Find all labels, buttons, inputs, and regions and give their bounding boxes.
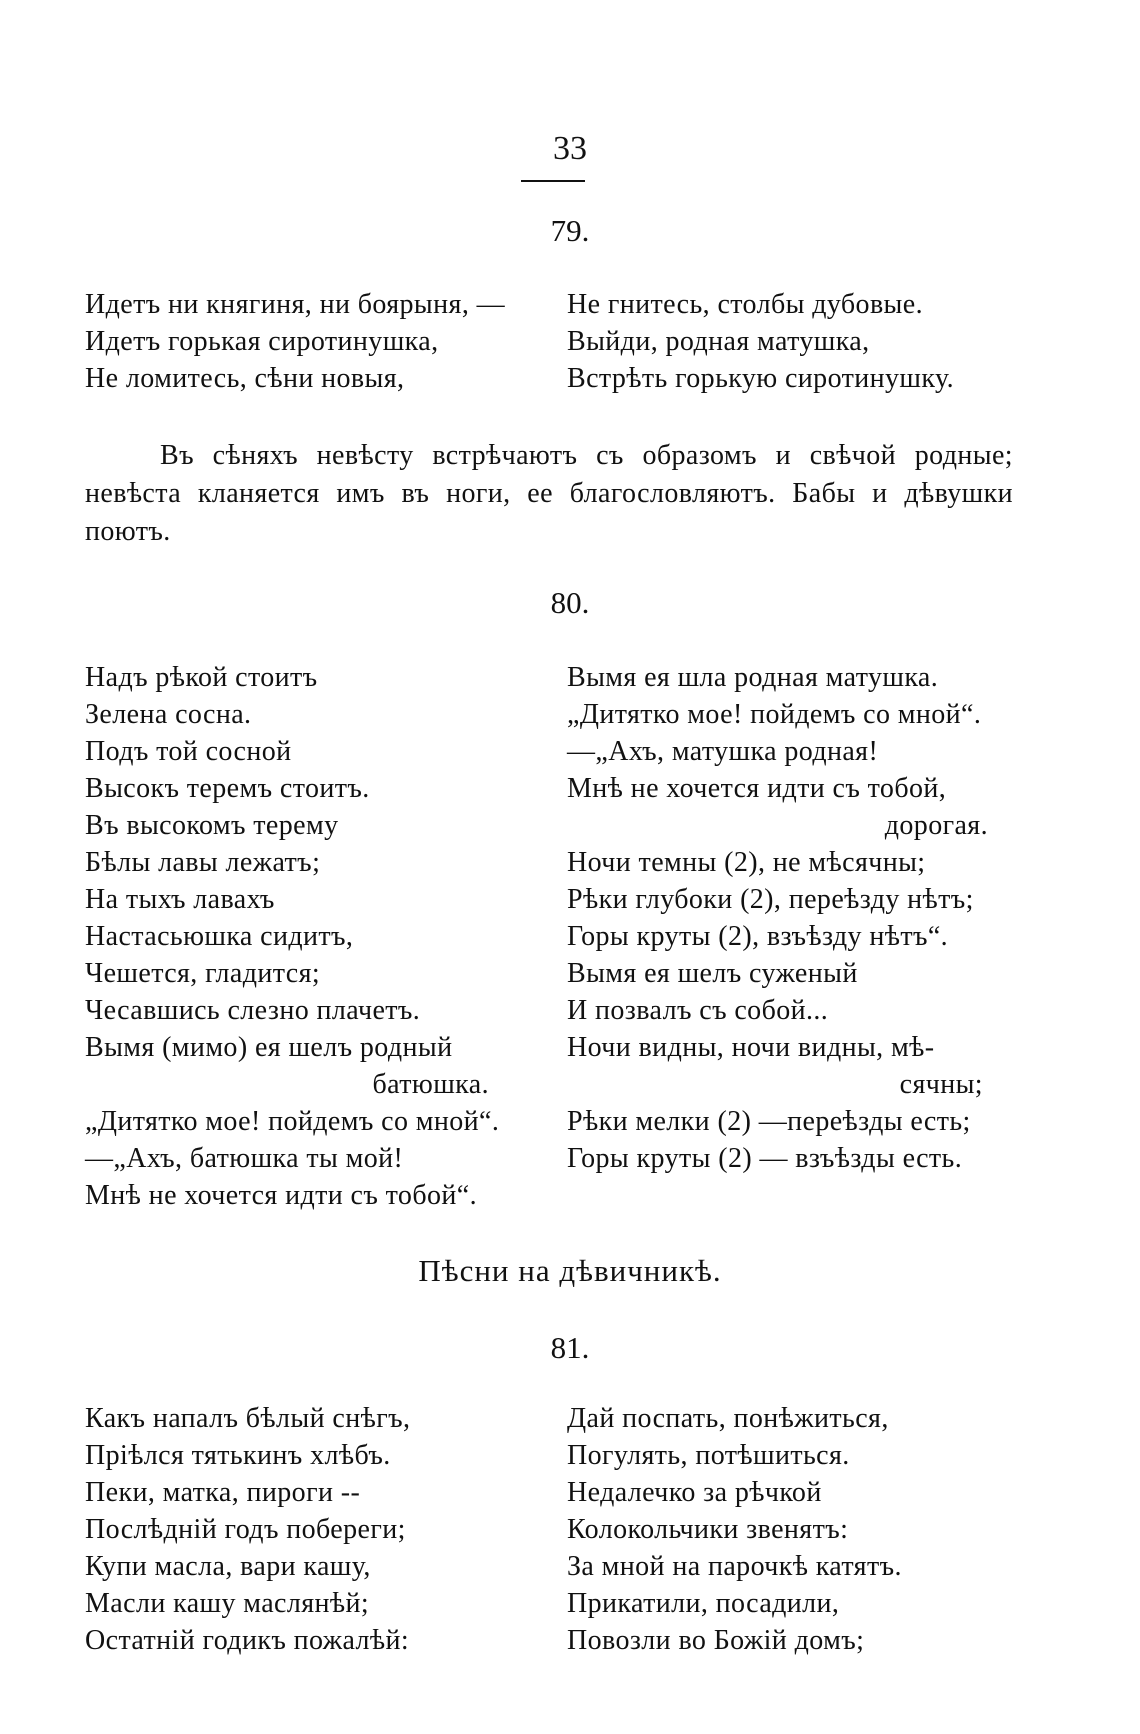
verse-line: Не ломитесь, сѣни новыя,	[85, 363, 405, 394]
verse-line: Повозли во Божiй домъ;	[567, 1625, 865, 1656]
song-81-left-column	[85, 1400, 410, 1659]
verse-line: За мной на парочкѣ катятъ.	[567, 1551, 902, 1582]
verse-line-continuation: батюшка.	[372, 1069, 489, 1100]
verse-line-continuation: дорогая.	[884, 810, 988, 841]
song-80-left-column	[85, 659, 527, 1214]
verse-line: Вымя (мимо) ея шелъ родный	[85, 1032, 453, 1063]
song-number: 79.	[550, 213, 590, 248]
verse-line: Зелена сосна.	[85, 699, 252, 730]
prose-paragraph: Въ сѣняхъ невѣсту встрѣчаютъ съ образомъ и свѣчой родные; невѣста кланяется имъ въ ноги, ее благословляютъ. Бабы и дѣвушки поютъ.	[85, 440, 1013, 547]
verse-line-continuation: сячны;	[899, 1069, 983, 1100]
verse-line: Рѣки глубоки (2), переѣзду нѣтъ;	[567, 884, 974, 915]
song-81-right-column	[567, 1400, 902, 1659]
verse-line: Не гнитесь, столбы дубовые.	[567, 289, 924, 320]
verse-line: Встрѣть горькую сиротинушку.	[567, 363, 954, 394]
verse-line: Ночи видны, ночи видны, мѣ-	[567, 1032, 935, 1063]
verse-line: Остатнiй годикъ пожалѣй:	[85, 1625, 410, 1656]
verse-line: Горы круты (2), взъѣзду нѣтъ“.	[567, 921, 949, 952]
verse-line: Дай поспать, понѣжиться,	[567, 1403, 889, 1434]
verse-line: „Дитятко мое! пойдемъ со мной“.	[567, 699, 982, 730]
verse-line: Пеки, матка, пироги --	[85, 1477, 361, 1508]
verse-line: Прикатили, посадили,	[567, 1588, 840, 1619]
verse-line: Ночи темны (2), не мѣсячны;	[567, 847, 926, 878]
verse-line: Выйди, родная матушка,	[567, 326, 870, 357]
verse-line: Идетъ ни княгиня, ни боярыня, —	[85, 289, 506, 320]
page-number: 33	[553, 130, 587, 167]
verse-line: —„Ахъ, батюшка ты мой!	[85, 1143, 404, 1174]
verse-line: Чешется, гладится;	[85, 958, 321, 989]
verse-line: Погулять, потѣшиться.	[567, 1440, 850, 1471]
section-heading: Пѣсни на дѣвичникѣ.	[418, 1253, 722, 1288]
verse-line: Высокъ теремъ стоитъ.	[85, 773, 370, 804]
verse-line: Вымя ея шелъ суженый	[567, 958, 858, 989]
verse-line: „Дитятко мое! пойдемъ со мной“.	[85, 1106, 500, 1137]
verse-line: Какъ напалъ бѣлый снѣгъ,	[85, 1403, 411, 1434]
song-80-right-column	[567, 659, 1013, 1177]
song-number: 81.	[550, 1330, 590, 1365]
verse-line: Подъ той сосной	[85, 736, 292, 767]
song-number: 80.	[550, 585, 590, 620]
verse-line: На тыхъ лавахъ	[85, 884, 275, 915]
verse-line: Вымя ея шла родная матушка.	[567, 662, 939, 693]
verse-line: Купи масла, вари кашу,	[85, 1551, 371, 1582]
verse-line: Колокольчики звенятъ:	[567, 1514, 849, 1545]
verse-line: И позвалъ съ собой...	[567, 995, 829, 1026]
verse-line: Горы круты (2) — взъѣзды есть.	[567, 1143, 963, 1174]
verse-line: Масли кашу маслянѣй;	[85, 1588, 370, 1619]
verse-line: Мнѣ не хочется идти съ тобой,	[567, 773, 947, 804]
verse-line: Въ высокомъ терему	[85, 810, 339, 841]
verse-line: Надъ рѣкой стоитъ	[85, 662, 318, 693]
verse-line: Настасьюшка сидитъ,	[85, 921, 354, 952]
verse-line: Чесавшись слезно плачетъ.	[85, 995, 421, 1026]
song-79-right-column	[567, 286, 954, 397]
page-number-rule	[521, 180, 585, 182]
verse-line: —„Ахъ, матушка родная!	[567, 736, 879, 767]
verse-line: Идетъ горькая сиротинушка,	[85, 326, 439, 357]
verse-line: Рѣки мелки (2) —переѣзды есть;	[567, 1106, 971, 1137]
verse-line: Прiѣлся тятькинъ хлѣбъ.	[85, 1440, 391, 1471]
verse-line: Мнѣ не хочется идти съ тобой“.	[85, 1180, 477, 1211]
song-79-left-column	[85, 286, 505, 397]
verse-line: Послѣднiй годъ побереги;	[85, 1514, 406, 1545]
verse-line: Бѣлы лавы лежатъ;	[85, 847, 321, 878]
verse-line: Недалечко за рѣчкой	[567, 1477, 822, 1508]
